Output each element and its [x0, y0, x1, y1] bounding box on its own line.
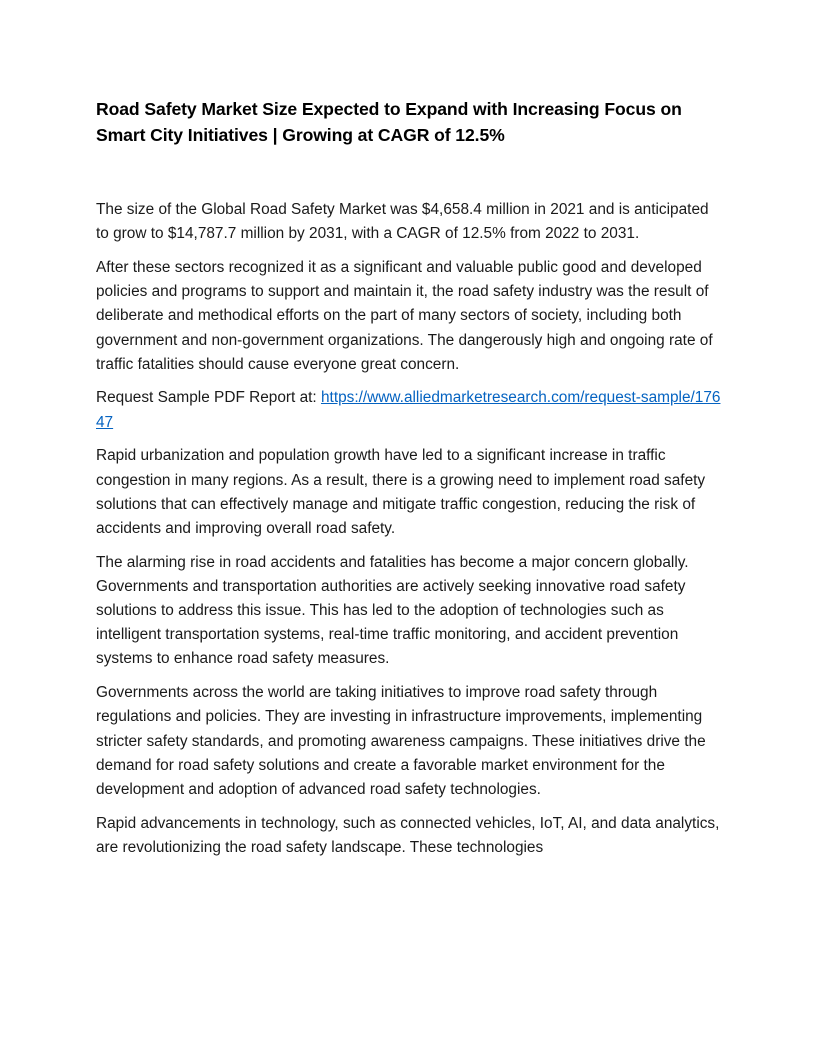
document-title: Road Safety Market Size Expected to Expand with Increasing Focus on Smart City Initiatives | Growing at CAGR of 12.5% [96, 99, 682, 145]
paragraph-urbanization: Rapid urbanization and population growth have led to a significant increase in traffic congestion in many regions. As a result, there is a growing need to implement road safety solutions that can effectively manage and mitigate traffic congestion, reducing the risk of accidents and improving overall road safety. [96, 447, 706, 537]
document-page [96, 96, 722, 870]
document-body [96, 198, 722, 860]
paragraph-accidents: The alarming rise in road accidents and fatalities has become a major concern globally. Governments and transportation authorities are actively seeking innovative road safety solutions to address this issue. This has led to the adoption of technologies such as intelligent transportation systems, real-time traffic monitoring, and accident prevention systems to enhance road safety measures. [96, 553, 689, 668]
paragraph-sample-request [96, 386, 722, 434]
sample-request-label: Request Sample PDF Report at: [96, 389, 321, 407]
paragraph-technology: Rapid advancements in technology, such as connected vehicles, IoT, AI, and data analytics, are revolutionizing the road safety landscape. These technologies [96, 814, 720, 856]
paragraph-market-size: The size of the Global Road Safety Market was $4,658.4 million in 2021 and is anticipated to grow to $14,787.7 million by 2031, with a CAGR of 12.5% from 2022 to 2031. [96, 201, 709, 243]
paragraph-government-initiatives: Governments across the world are taking initiatives to improve road safety through regulations and policies. They are investing in infrastructure improvements, implementing stricter safety standards, and promoting awareness campaigns. These initiatives drive the demand for road safety solutions and create a favorable market environment for the development and adoption of advanced road safety technologies. [96, 684, 706, 798]
paragraph-industry-background: After these sectors recognized it as a significant and valuable public good and developed policies and programs to support and maintain it, the road safety industry was the result of deliberate and methodical efforts on the part of many sectors of society, including both government and non-government organizations. The dangerously high and ongoing rate of traffic fatalities should cause everyone great concern. [96, 258, 713, 373]
sample-report-link[interactable]: https://www.alliedmarketresearch.com/request-sample/17647 [96, 389, 721, 431]
